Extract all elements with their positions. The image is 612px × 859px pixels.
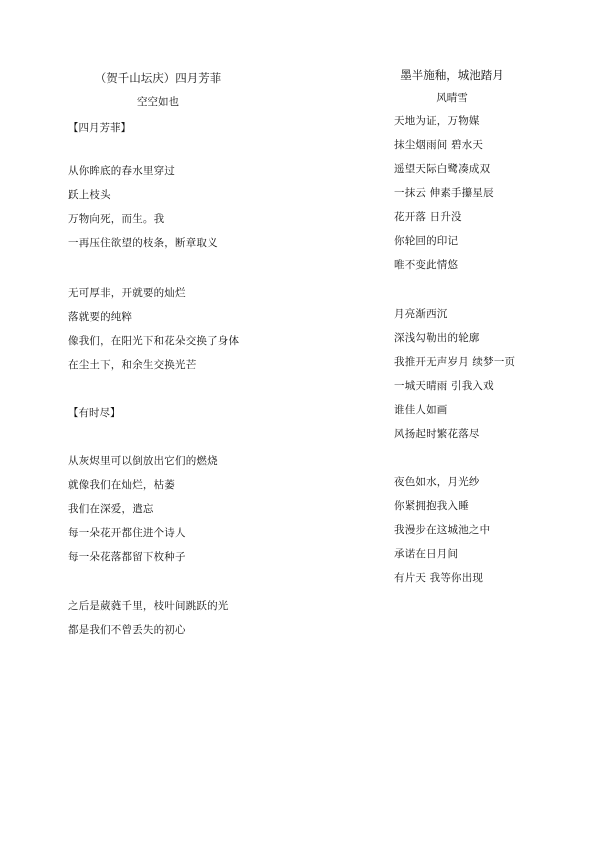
poem-line: 无可厚非，开就要的灿烂 [68,287,186,299]
poem-line: 落就要的纯粹 [68,311,133,323]
poem-line: 唯不变此情悠 [394,259,459,271]
section-heading: 【四月芳菲】 [68,122,131,134]
poem-line: 抹尘烟雨间 碧水天 [394,139,484,151]
poem-line: 夜色如水，月光纱 [394,476,480,488]
poem-line: 之后是葳蕤千里，枝叶间跳跃的光 [68,600,229,612]
poem-line: 我们在深爱，遣忘 [68,503,154,515]
poem-line: 有片天 我等你出现 [394,572,484,584]
poem-line: 像我们，在阳光下和花朵交换了身体 [68,335,240,347]
section-heading: 【有时尽】 [68,407,121,419]
poem-line: 深浅勾勒出的轮廓 [394,332,480,344]
poem-line: 风扬起时繁花落尽 [394,428,480,440]
poem-line: 天地为证，万物媒 [394,115,480,127]
poem-line: 花开落 日升没 [394,211,462,223]
poem-line: 我推开无声岁月 续梦一页 [394,356,516,368]
poem-line: 月亮渐西沉 [394,308,448,320]
right-poem-title: 墨半施釉，城池踏月 [400,68,504,82]
poem-line: 一城天晴雨 引我入戏 [394,380,494,392]
poem-line: 在尘土下，和余生交换光芒 [68,359,197,371]
poem-line: 遥望天际白鹭凑成双 [394,163,491,175]
poem-line: 每一朵花落都留下枚种子 [68,551,186,563]
poem-line: 你紧拥抱我入睡 [394,500,469,512]
poem-line: 每一朵花开都住进个诗人 [68,527,186,539]
poem-line: 万物向死，而生。我 [68,213,165,225]
poem-line: 一抹云 伸素手攥星辰 [394,187,494,199]
poem-line: 承诺在日月间 [394,548,459,560]
left-poem-author: 空空如也 [137,96,179,108]
poem-line: 从灰烬里可以倒放出它们的燃烧 [68,455,218,467]
poem-line: 谁佳人如画 [394,404,448,416]
poem-line: 都是我们不曾丢失的初心 [68,624,186,636]
poem-line: 你轮回的印记 [394,235,459,247]
right-poem-author: 风晴雪 [436,92,468,104]
poem-line: 跃上枝头 [68,189,111,201]
left-poem-title: （贺千山坛庆）四月芳菲 [94,71,222,85]
poem-line: 就像我们在灿烂，枯萎 [68,479,175,491]
poem-line: 从你眸底的春水里穿过 [68,165,175,177]
poem-line: 一再压住欲望的枝条，断章取义 [68,237,218,249]
poem-line: 我漫步在这城池之中 [394,524,491,536]
